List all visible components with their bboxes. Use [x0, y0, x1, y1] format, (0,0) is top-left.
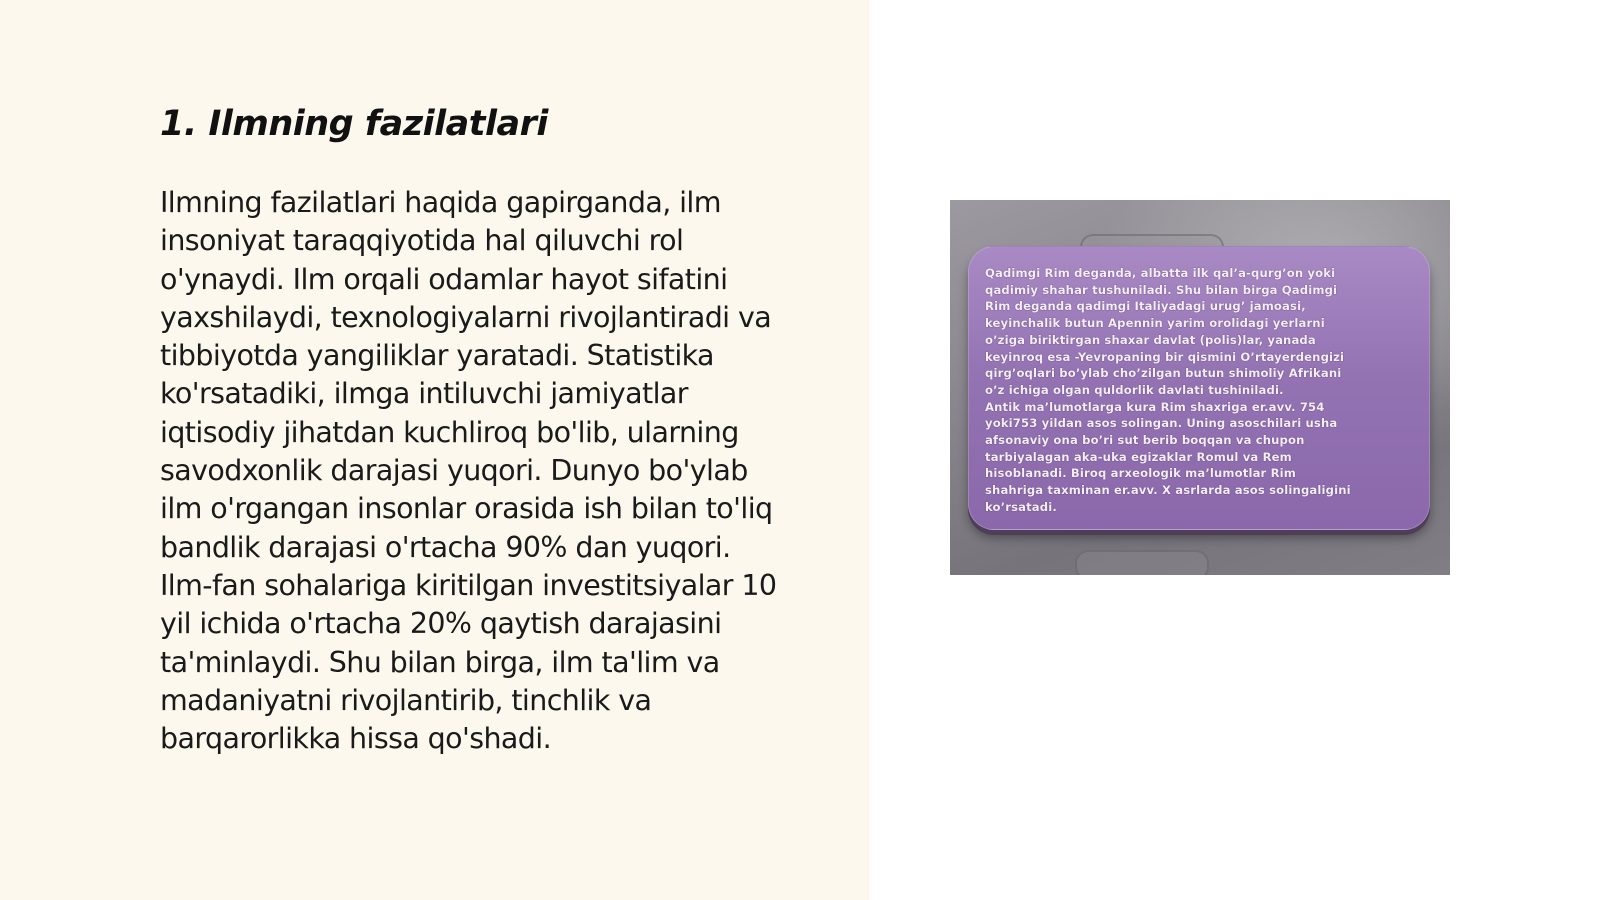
slide-title: 1. Ilmning fazilatlari	[160, 104, 548, 144]
slide-body-text: Ilmning fazilatlari haqida gapirganda, ilm insoniyat taraqqiyotida hal qiluvchi rol o'ynaydi. Ilm orqali odamlar hayot sifatini yaxshilaydi, texnologiyalarni rivojlantiradi va tibbiyotda yangiliklar yaratadi. Statistika ko'rsatadiki, ilmga intiluvchi jamiyatlar iqtisodiy jihatdan kuchliroq bo'lib, ularning savodxonlik darajasi yuqori. Dunyo bo'ylab ilm o'rgangan insonlar orasida ish bilan to'liq bandlik darajasi o'rtacha 90% dan yuqori. Ilm-fan sohalariga kiritilgan investitsiyalar 10 yil ichida o'rtacha 20% qaytish darajasini ta'minlaydi. Shu bilan birga, ilm ta'lim va madaniyatni rivojlantirib, tinchlik va barqarorlikka hissa qo'shadi.	[160, 186, 777, 756]
image-card-text: Qadimgi Rim deganda, albatta ilk qal’a-qurg’on yoki qadimiy shahar tushuniladi. Shu bilan birga Qadimgi Rim deganda qadimgi Italiyadagi urug’ jamoasi, keyinchalik butun Apennin yarim orolidagi yerlarni o’ziga biriktirgan shaxar davlat (polis)lar, yanada keyinroq esa -Yevropaning bir qismini O’rtayerdengizi qirg’oqlari bo’ylab cho’zilgan butun shimoliy Afrikani o’z ichiga olgan quldorlik davlati tushiniladi. Antik ma’lumotlarga kura Rim shaxriga er.avv. 754 yoki753 yildan asos solingan. Uning asoschilari usha afsonaviy ona bo’ri sut berib boqqan va chupon tarbiyalagan aka-uka egizaklar Romul va Rem hisoblanadi. Biroq arxeologik ma’lumotlar Rim shahriga taxminan er.avv. X asrlarda asos solingaligini ko’rsatadi.	[985, 266, 1351, 514]
slide-image	[950, 200, 1450, 575]
background-label-shape	[1075, 550, 1209, 575]
image-text-card	[968, 246, 1430, 530]
